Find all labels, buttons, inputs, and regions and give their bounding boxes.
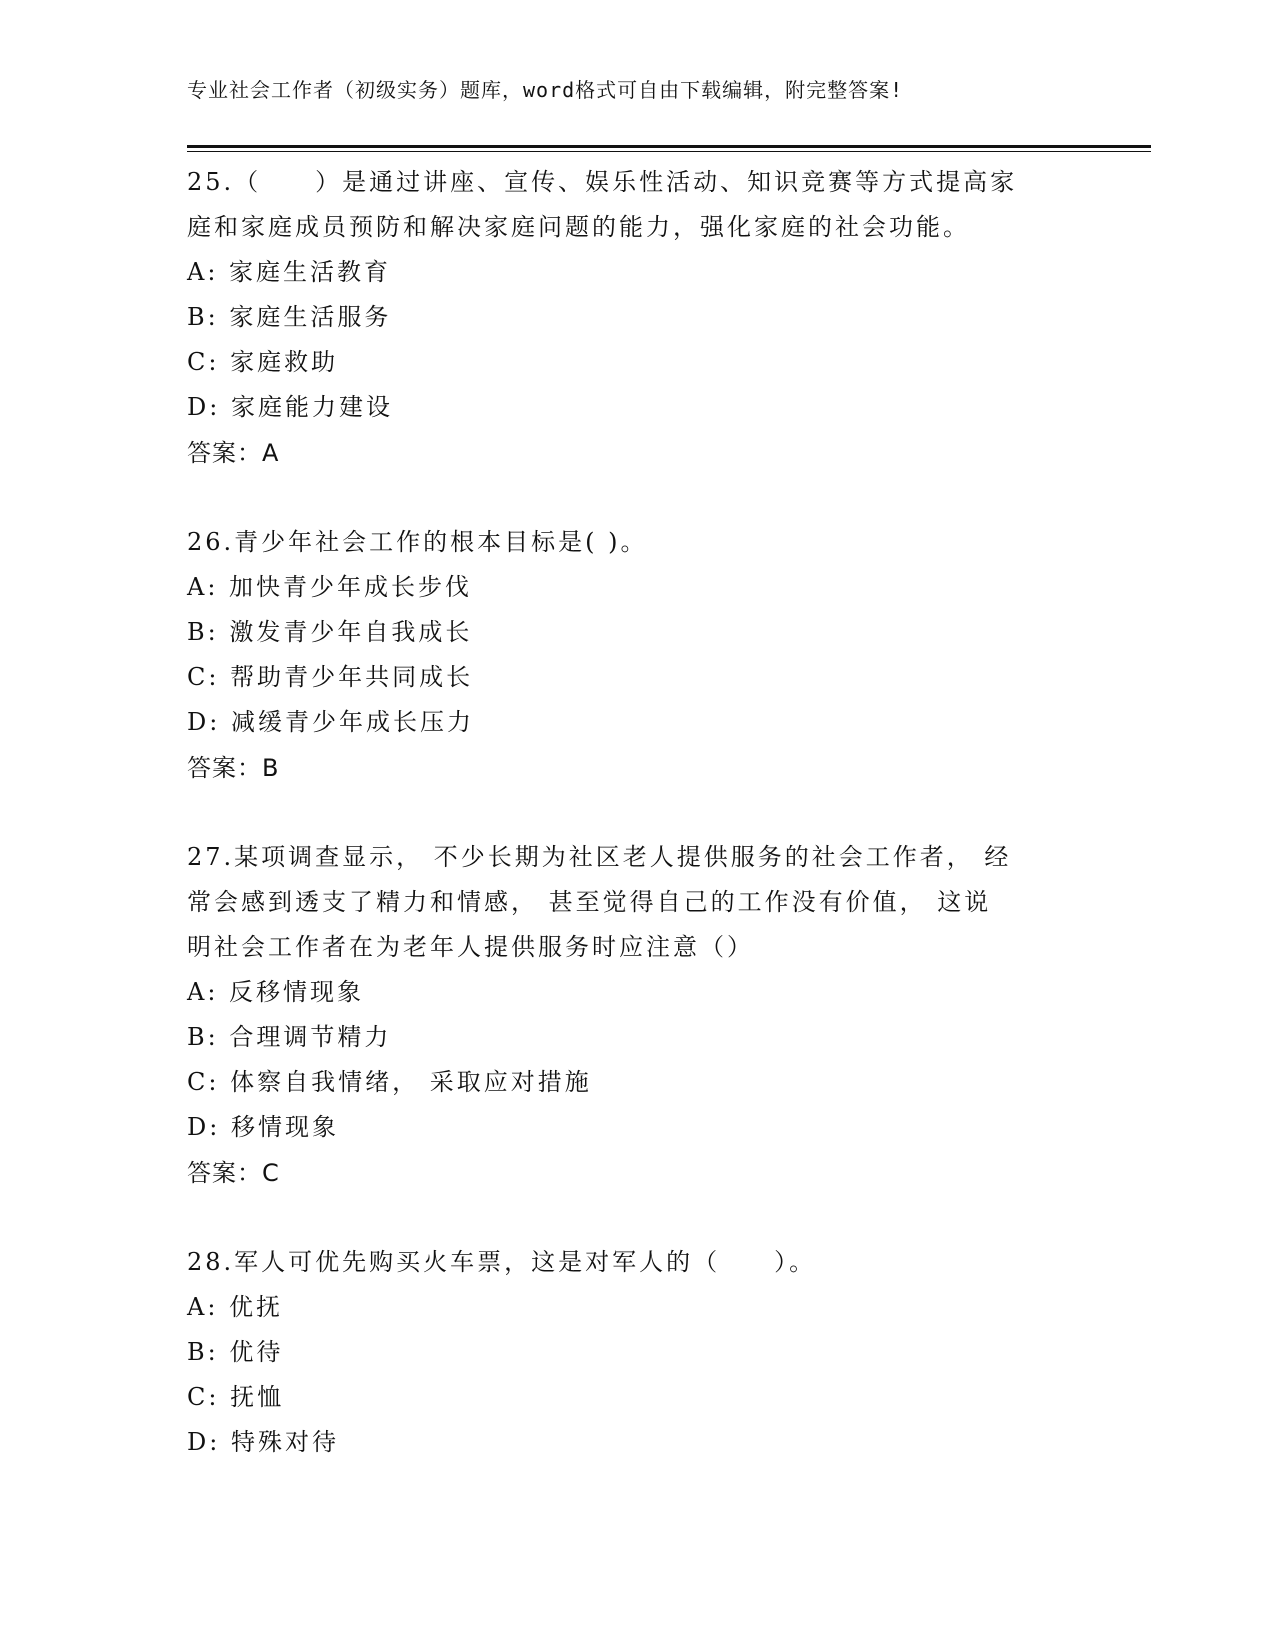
question-spacer [187, 1196, 1087, 1240]
option-a: A: 加快青少年成长步伐 [187, 573, 473, 601]
option-d: D: 移情现象 [187, 1113, 339, 1141]
question-spacer [187, 476, 1087, 520]
question-spacer [187, 791, 1087, 835]
answer-text: 答案：A [187, 439, 280, 467]
header-rule-thin [187, 151, 1151, 152]
question-text-line: 常会感到透支了精力和情感， 甚至觉得自己的工作没有价值， 这说 [187, 888, 992, 916]
option-c: C: 帮助青少年共同成长 [187, 663, 474, 691]
question-26 [187, 520, 1087, 791]
header-rule-thick [187, 145, 1151, 148]
option-d: D: 减缓青少年成长压力 [187, 708, 474, 736]
question-text-line: 庭和家庭成员预防和解决家庭问题的能力，强化家庭的社会功能。 [187, 213, 970, 241]
option-b: B: 合理调节精力 [187, 1023, 392, 1051]
option-b: B: 优待 [187, 1338, 284, 1366]
question-27 [187, 835, 1087, 1196]
option-c: C: 体察自我情绪， 采取应对措施 [187, 1068, 592, 1096]
question-text-line: 26.青少年社会工作的根本目标是( )。 [187, 528, 648, 556]
option-c: C: 家庭救助 [187, 348, 339, 376]
question-list [187, 160, 1087, 1465]
question-25 [187, 160, 1087, 476]
option-a: A: 反移情现象 [187, 978, 365, 1006]
question-text-line: 25.（ ）是通过讲座、宣传、娱乐性活动、知识竞赛等方式提高家 [187, 168, 1018, 196]
page-header: 专业社会工作者（初级实务）题库，word格式可自由下载编辑，附完整答案! [187, 78, 904, 102]
option-a: A: 优抚 [187, 1293, 284, 1321]
option-c: C: 抚恤 [187, 1383, 285, 1411]
option-d: D: 家庭能力建设 [187, 393, 393, 421]
question-28 [187, 1240, 1087, 1465]
option-a: A: 家庭生活教育 [187, 258, 392, 286]
answer-text: 答案：B [187, 754, 280, 782]
answer-text: 答案：C [187, 1159, 280, 1187]
option-b: B: 家庭生活服务 [187, 303, 392, 331]
question-text-line: 28.军人可优先购买火车票，这是对军人的（ ）。 [187, 1248, 817, 1276]
question-text-line: 27.某项调查显示， 不少长期为社区老人提供服务的社会工作者， 经 [187, 843, 1012, 871]
option-b: B: 激发青少年自我成长 [187, 618, 473, 646]
option-d: D: 特殊对待 [187, 1428, 339, 1456]
question-text-line: 明社会工作者在为老年人提供服务时应注意（） [187, 933, 754, 961]
